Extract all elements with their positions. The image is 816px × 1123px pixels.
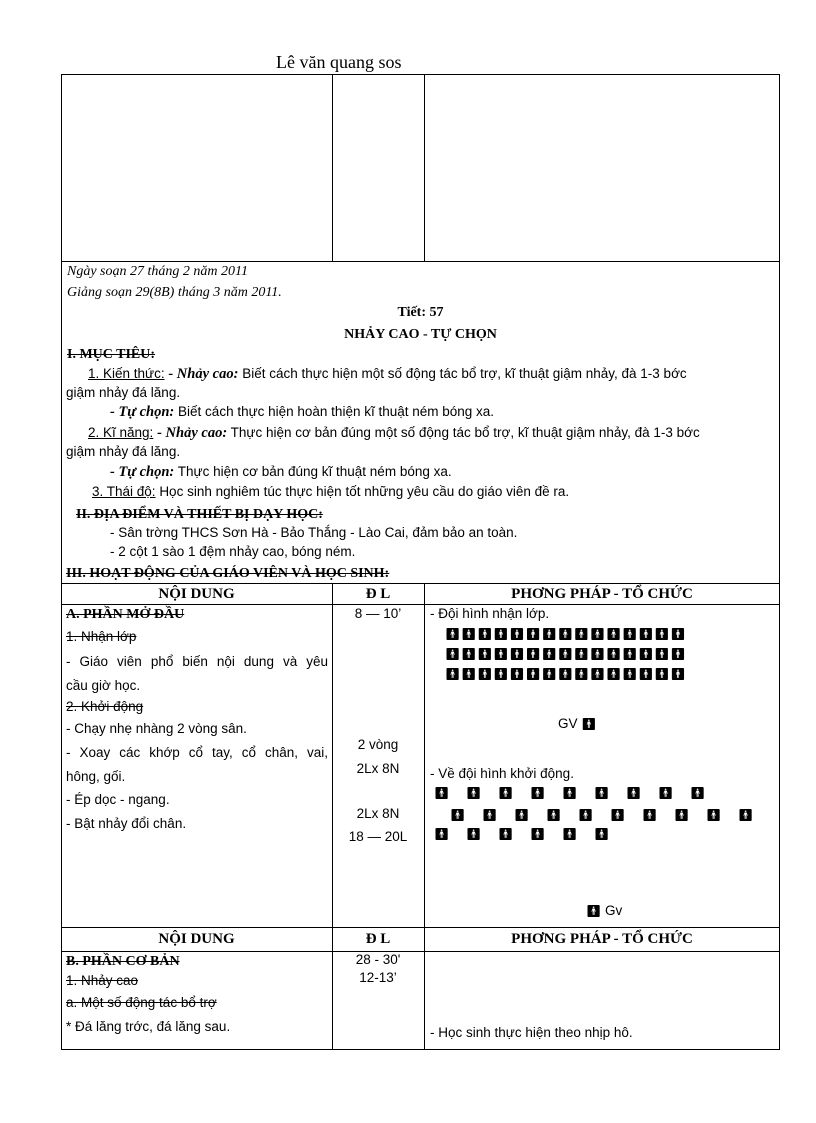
dose-total: 8 — 10’ <box>354 606 402 621</box>
person-figure-icon: 🚹︎ <box>706 808 722 822</box>
person-figure-icon: 🚹︎ <box>525 667 541 681</box>
person-figure-icon: 🚹︎ <box>541 667 557 681</box>
header-content-2: NỘI DUNG <box>158 931 235 947</box>
person-figure-icon: 🚹︎ <box>670 647 686 661</box>
part-a-item-2: - Xoay các khớp cổ tay, cổ chân, vai, hông, gối. <box>66 745 328 784</box>
person-figure-icon: 🚹︎ <box>461 647 477 661</box>
objective-knowledge: 1. Kiến thức: - Nhảy cao: Biết cách thực hiện một số động tác bổ trợ, kĩ thuật giậm nhảy, đà 1-3 bớc <box>88 366 687 382</box>
date-prepared: Ngày soạn 27 tháng 2 năm 2011 <box>67 264 248 279</box>
part-a-sub-1: 1. Nhận lớp <box>66 629 137 644</box>
person-figure-icon: 🚹︎ <box>525 647 541 661</box>
divider <box>61 604 780 605</box>
person-figure-icon: 🚹︎ <box>626 786 642 800</box>
person-figure-icon: 🚹︎ <box>477 647 493 661</box>
person-figure-icon: 🚹︎ <box>557 667 573 681</box>
divider <box>424 583 425 928</box>
location-line-1: - Sân trờng THCS Sơn Hà - Bảo Thắng - Lào Cai, đảm bảo an toàn. <box>110 525 518 540</box>
person-figure-icon: 🚹︎ <box>557 627 573 641</box>
person-figure-icon: 🚹︎ <box>581 717 597 731</box>
person-figure-icon: 🚹︎ <box>546 808 562 822</box>
objectives-heading: I. MỤC TIÊU: <box>67 347 156 362</box>
person-figure-icon: 🚹︎ <box>477 667 493 681</box>
person-figure-icon: 🚹︎ <box>586 904 602 918</box>
person-figure-icon: 🚹︎ <box>557 647 573 661</box>
objective-skill-optional: - Tự chọn: Thực hiện cơ bản đúng kĩ thuật ném bóng xa. <box>110 464 452 480</box>
person-figure-icon: 🚹︎ <box>541 627 557 641</box>
person-figure-icon: 🚹︎ <box>450 808 466 822</box>
dose-3: 2Lx 8N <box>356 806 400 821</box>
person-figure-icon: 🚹︎ <box>509 667 525 681</box>
person-figure-icon: 🚹︎ <box>658 786 674 800</box>
part-b-sub-1: 1. Nhảy cao <box>66 973 139 988</box>
person-figure-icon: 🚹︎ <box>738 808 754 822</box>
person-figure-icon: 🚹︎ <box>638 627 654 641</box>
lesson-period: Tiết: 57 <box>397 305 444 320</box>
part-b-dose-1: 12-13’ <box>359 970 397 985</box>
person-figure-icon: 🚹︎ <box>514 808 530 822</box>
person-figure-icon: 🚹︎ <box>445 667 461 681</box>
teacher-2: 🚹︎ Gv <box>586 903 623 918</box>
person-figure-icon: 🚹︎ <box>594 786 610 800</box>
part-a-text-1: - Giáo viên phổ biến nội dung và yêu cầu giờ học. <box>66 654 328 693</box>
method-2: - Về đội hình khởi động. <box>430 766 574 781</box>
person-figure-icon: 🚹︎ <box>622 647 638 661</box>
person-figure-icon: 🚹︎ <box>690 786 706 800</box>
person-figure-icon: 🚹︎ <box>606 667 622 681</box>
part-b-item-1: * Đá lăng trớc, đá lăng sau. <box>66 1019 231 1034</box>
person-figure-icon: 🚹︎ <box>654 627 670 641</box>
person-figure-icon: 🚹︎ <box>638 667 654 681</box>
person-figure-icon: 🚹︎ <box>493 647 509 661</box>
part-a-title: A. PHẦN MỞ ĐẦU <box>66 607 185 622</box>
dose-2: 2Lx 8N <box>356 761 400 776</box>
dose-1: 2 vòng <box>357 737 399 752</box>
person-figure-icon: 🚹︎ <box>670 627 686 641</box>
person-figure-icon: 🚹︎ <box>654 647 670 661</box>
person-figure-icon: 🚹︎ <box>541 647 557 661</box>
part-a-sub-2: 2. Khởi động <box>66 699 144 714</box>
person-figure-icon: 🚹︎ <box>573 647 590 661</box>
objective-knowledge-cont: giậm nhảy đá lăng. <box>66 385 181 400</box>
person-figure-icon: 🚹︎ <box>610 808 626 822</box>
person-figure-icon: 🚹︎ <box>434 827 450 841</box>
person-figure-icon: 🚹︎ <box>445 647 461 661</box>
person-figure-icon: 🚹︎ <box>466 827 482 841</box>
person-figure-icon: 🚹︎ <box>493 627 509 641</box>
method-1: - Đội hình nhận lớp. <box>430 606 550 621</box>
person-figure-icon: 🚹︎ <box>606 627 622 641</box>
person-figure-icon: 🚹︎ <box>445 627 461 641</box>
divider <box>332 583 333 928</box>
person-figure-icon: 🚹︎ <box>434 786 450 800</box>
author-name: Lê văn quang sos <box>276 52 402 72</box>
person-figure-icon: 🚹︎ <box>509 647 525 661</box>
teacher-1: GV 🚹︎ <box>558 716 597 731</box>
dose-4: 18 — 20L <box>348 829 408 844</box>
person-figure-icon: 🚹︎ <box>498 827 514 841</box>
person-figure-icon: 🚹︎ <box>482 808 498 822</box>
person-figure-icon: 🚹︎ <box>642 808 658 822</box>
header-method: PHƠNG PHÁP - TỔ CHỨC <box>511 586 693 602</box>
person-figure-icon: 🚹︎ <box>573 667 590 681</box>
part-b-method-1: - Học sinh thực hiện theo nhịp hô. <box>430 1025 633 1040</box>
date-taught: Giảng soạn 29(8B) tháng 3 năm 2011. <box>67 285 282 300</box>
person-figure-icon: 🚹︎ <box>674 808 690 822</box>
header-dose: Đ L <box>365 586 391 602</box>
objective-knowledge-optional: - Tự chọn: Biết cách thực hiện hoàn thiện kĩ thuật ném bóng xa. <box>110 404 495 420</box>
objective-attitude: 3. Thái độ: Học sinh nghiêm túc thực hiện tốt những yêu cầu do giáo viên đề ra. <box>92 484 570 499</box>
part-b-title: B. PHẦN CƠ BẢN <box>66 954 180 969</box>
person-figure-icon: 🚹︎ <box>622 627 638 641</box>
person-figure-icon: 🚹︎ <box>670 667 686 681</box>
person-figure-icon: 🚹︎ <box>525 627 541 641</box>
person-figure-icon: 🚹︎ <box>461 627 477 641</box>
divider <box>332 74 333 262</box>
person-figure-icon: 🚹︎ <box>638 647 654 661</box>
person-figure-icon: 🚹︎ <box>578 808 594 822</box>
person-figure-icon: 🚹︎ <box>606 647 622 661</box>
activities-heading: III. HOẠT ĐỘNG CỦA GIÁO VIÊN VÀ HỌC SINH: <box>66 566 390 581</box>
person-figure-icon: 🚹︎ <box>530 827 546 841</box>
lesson-title: NHẢY CAO - TỰ CHỌN <box>344 327 497 342</box>
part-a-item-4: - Bật nhảy đổi chân. <box>66 816 187 831</box>
header-dose-2: Đ L <box>365 931 391 947</box>
person-figure-icon: 🚹︎ <box>562 786 578 800</box>
part-a-item-3: - Ép dọc - ngang. <box>66 792 170 807</box>
part-b-dose-total: 28 - 30' <box>355 952 401 967</box>
person-figure-icon: 🚹︎ <box>477 627 493 641</box>
person-figure-icon: 🚹︎ <box>594 827 610 841</box>
person-figure-icon: 🚹︎ <box>589 627 606 641</box>
person-figure-icon: 🚹︎ <box>466 786 482 800</box>
person-figure-icon: 🚹︎ <box>493 667 509 681</box>
divider <box>424 74 425 262</box>
person-figure-icon: 🚹︎ <box>589 647 606 661</box>
location-line-2: - 2 cột 1 sào 1 đệm nhảy cao, bóng ném. <box>110 544 356 559</box>
person-figure-icon: 🚹︎ <box>573 627 590 641</box>
objective-skill-cont: giậm nhảy đá lăng. <box>66 444 181 459</box>
part-a-item-1: - Chạy nhẹ nhàng 2 vòng sân. <box>66 721 247 736</box>
person-figure-icon: 🚹︎ <box>654 667 670 681</box>
person-figure-icon: 🚹︎ <box>562 827 578 841</box>
person-figure-icon: 🚹︎ <box>622 667 638 681</box>
objective-skill: 2. Kĩ năng: - Nhảy cao: Thực hiện cơ bản đúng một số động tác bổ trợ, kĩ thuật giậm nhảy, đà 1-3 bớc <box>88 425 700 441</box>
person-figure-icon: 🚹︎ <box>589 667 606 681</box>
part-b-sub-a: a. Một số động tác bổ trợ <box>66 995 217 1010</box>
person-figure-icon: 🚹︎ <box>530 786 546 800</box>
header-content: NỘI DUNG <box>158 586 235 602</box>
header-method-2: PHƠNG PHÁP - TỔ CHỨC <box>511 931 693 947</box>
top-blank-table <box>61 74 780 262</box>
person-figure-icon: 🚹︎ <box>461 667 477 681</box>
person-figure-icon: 🚹︎ <box>498 786 514 800</box>
location-heading: II. ĐỊA ĐIỂM VÀ THIẾT BỊ DẠY HỌC: <box>76 507 323 522</box>
divider <box>61 927 780 928</box>
person-figure-icon: 🚹︎ <box>509 627 525 641</box>
